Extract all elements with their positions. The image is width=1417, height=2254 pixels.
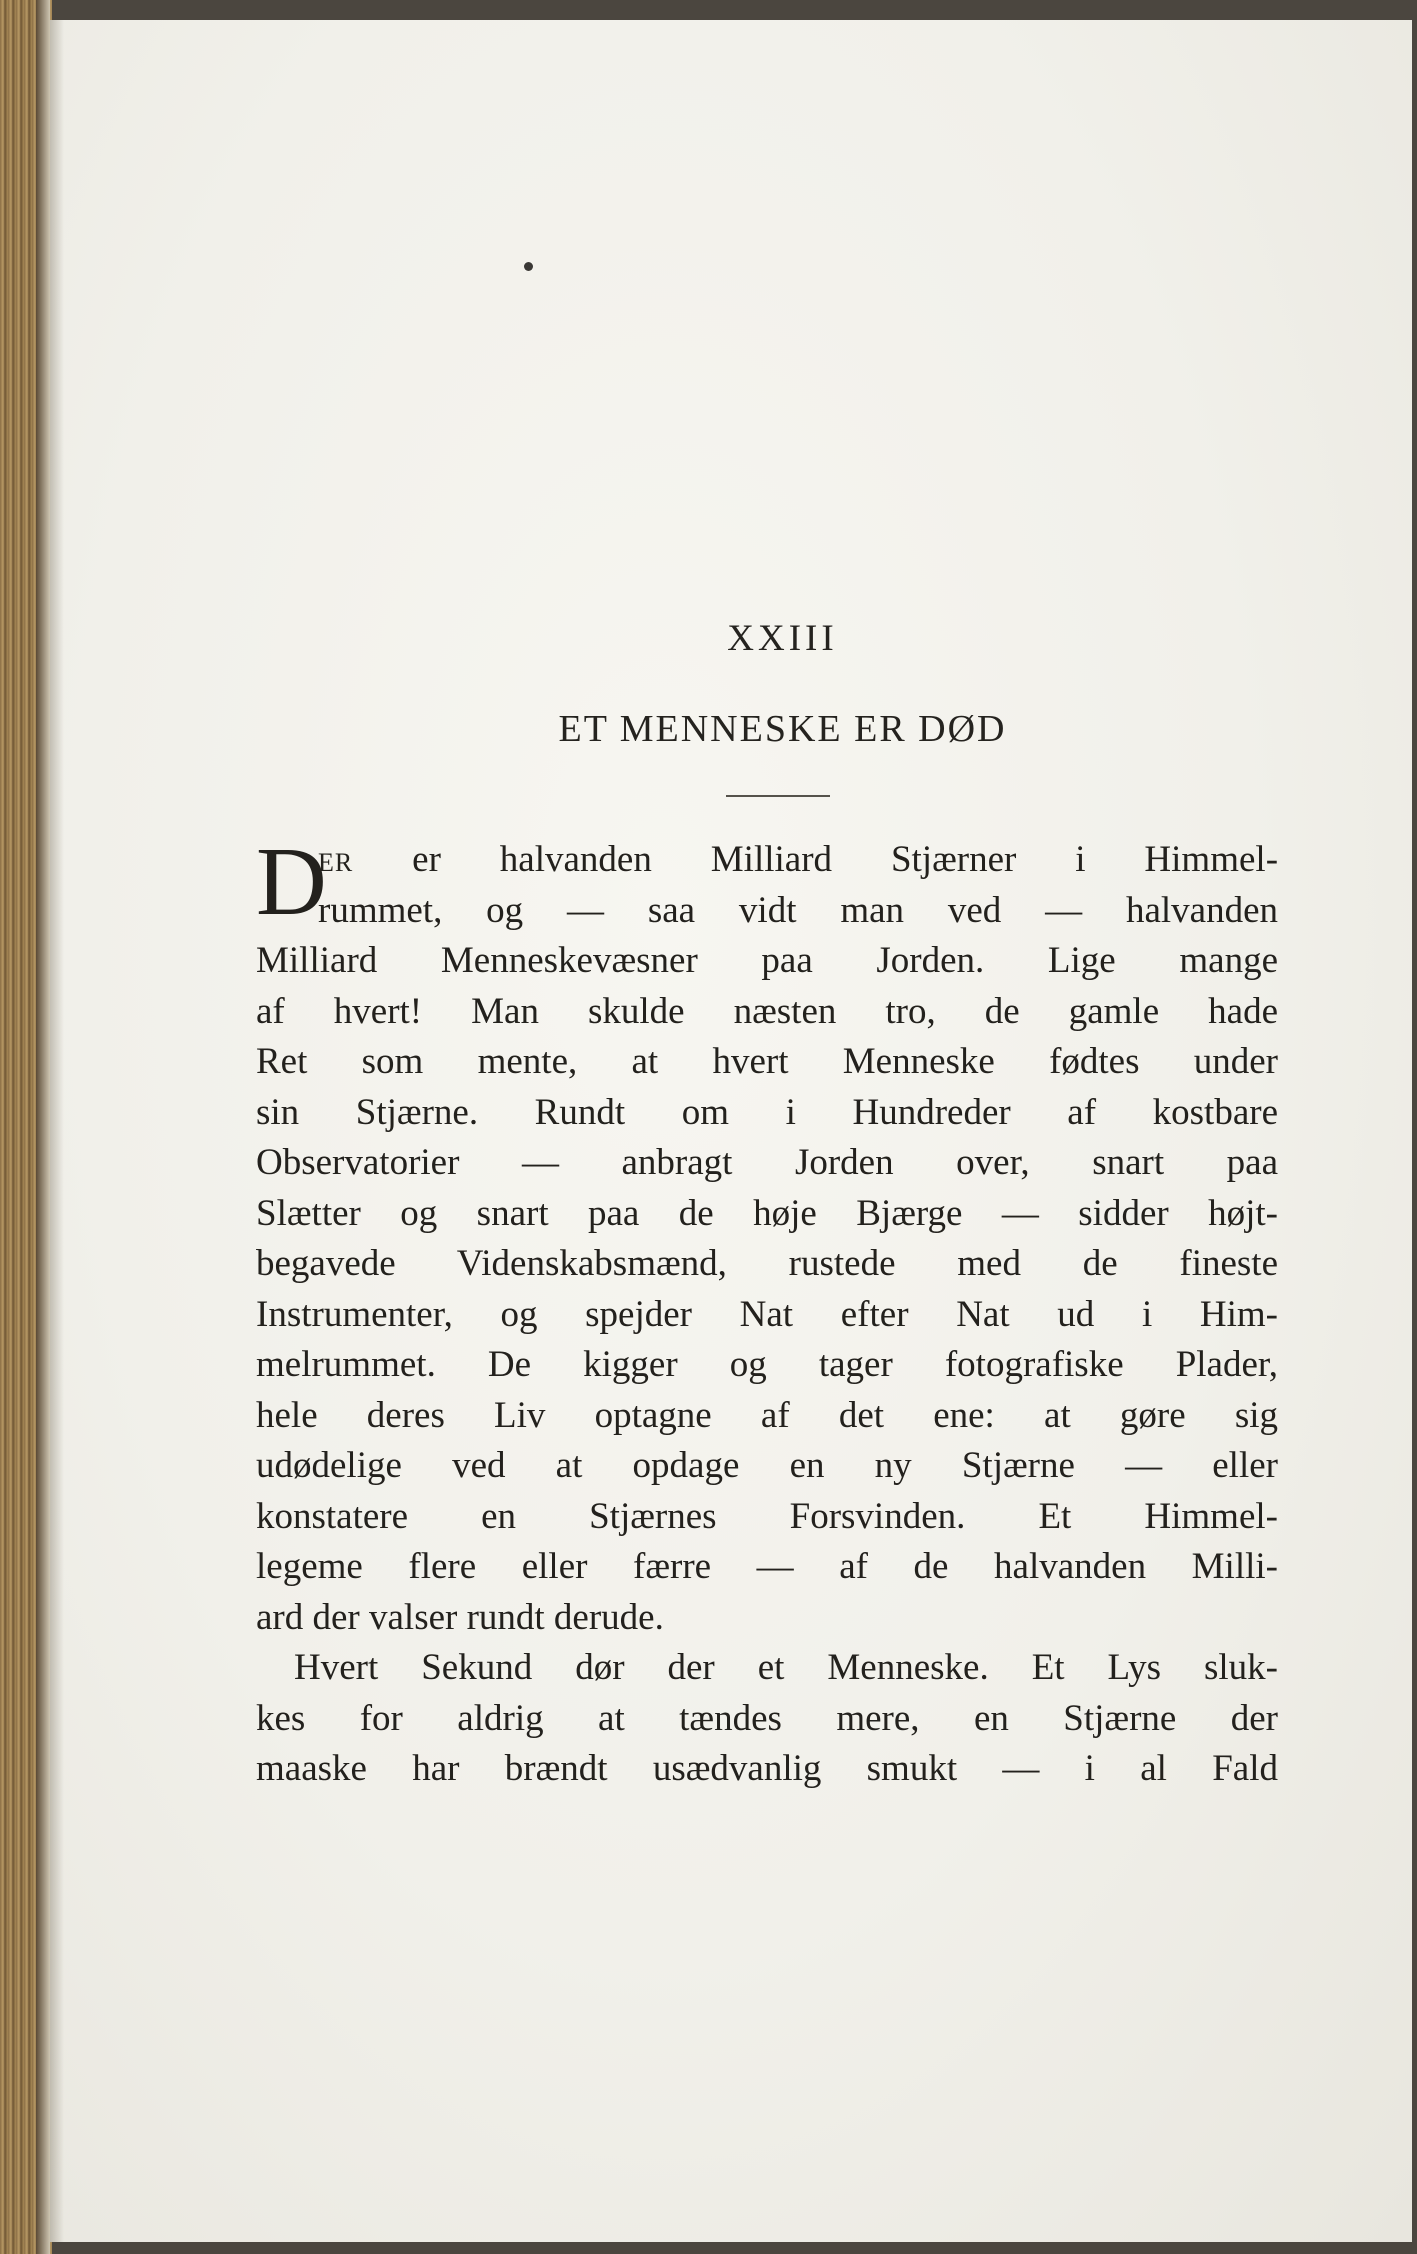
text-line: af hvert! Man skulde næsten tro, de gamle hade (256, 990, 1278, 1032)
text-line: begavede Videnskabsmænd, rustede med de fineste (256, 1243, 1278, 1284)
text-line (256, 835, 1278, 886)
page-gutter-shadow (50, 20, 64, 2242)
text-line: Milliard Menneskevæsner paa Jorden. Lige mange (256, 940, 1278, 981)
chapter-title: ET MENNESKE ER DØD (558, 708, 1007, 750)
text-line-content: er halvanden Milliard Stjærner i Himmel- (412, 839, 1279, 880)
text-line: melrummet. De kigger og tager fotografiske Plader, (256, 1344, 1278, 1385)
text-line: rummet, og — saa vidt man ved — halvanden (318, 889, 1278, 931)
text-line: Ret som mente, at hvert Menneske fødtes under (256, 1041, 1278, 1082)
text-line: udødelige ved at opdage en ny Stjærne — eller (256, 1445, 1278, 1486)
first-word-small-caps: ER (318, 848, 354, 877)
book-gutter (36, 0, 50, 2254)
text-line: Instrumenter, og spejder Nat efter Nat ud i Him- (256, 1293, 1278, 1335)
title-rule (726, 795, 830, 797)
text-line: sin Stjærne. Rundt om i Hundreder af kostbare (256, 1091, 1278, 1133)
text-line: hele deres Liv optagne af det ene: at gøre sig (256, 1394, 1278, 1436)
text-line: konstatere en Stjærnes Forsvinden. Et Himmel- (256, 1495, 1278, 1537)
text-line: legeme flere eller færre — af de halvanden Milli- (256, 1546, 1278, 1587)
chapter-number: XXIII (727, 618, 838, 659)
ink-speck (524, 262, 533, 271)
text-line: maaske har brændt usædvanlig smukt — i al Fald (256, 1748, 1278, 1789)
drop-cap: D (256, 828, 327, 936)
text-line: Hvert Sekund dør der et Menneske. Et Lys sluk- (294, 1647, 1278, 1688)
text-line: kes for aldrig at tændes mere, en Stjærne der (256, 1697, 1278, 1739)
text-line: Observatorier — anbragt Jorden over, snart paa (256, 1142, 1278, 1183)
text-line: ard der valser rundt derude. (256, 1596, 664, 1638)
body-text (256, 828, 1279, 1795)
text-line: Slætter og snart paa de høje Bjærge — sidder højt- (256, 1192, 1278, 1234)
